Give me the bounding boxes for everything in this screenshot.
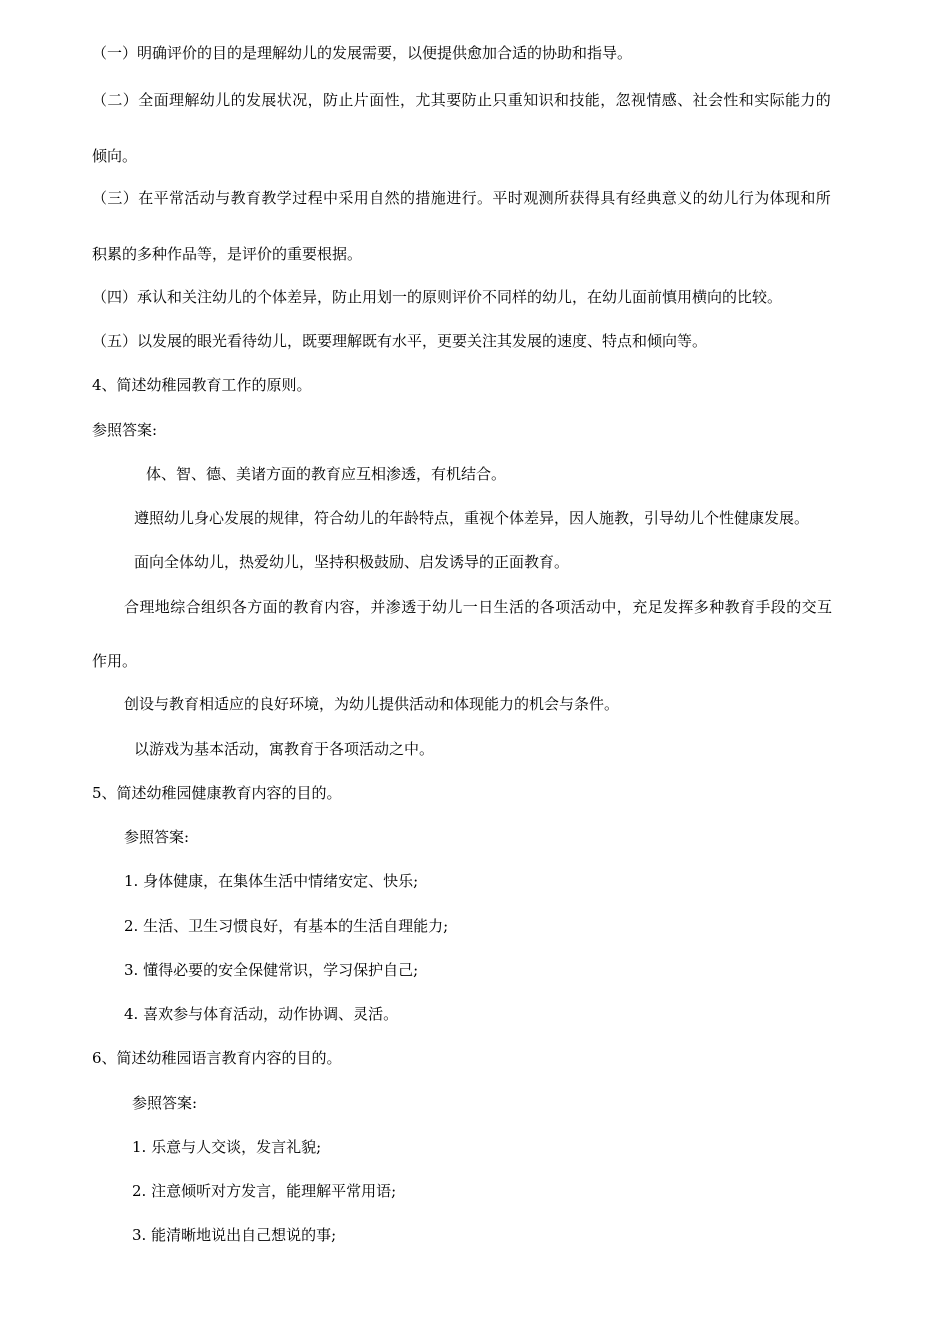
question-heading: 6、简述幼稚园语言教育内容的目的。 <box>92 1049 342 1067</box>
paragraph-line: （四）承认和关注幼儿的个体差异，防止用划一的原则评价不同样的幼儿，在幼儿面前慎用横向的比较。 <box>92 288 783 306</box>
list-item-continuation: 作用。 <box>92 652 138 670</box>
paragraph-line: （一）明确评价的目的是理解幼儿的发展需要，以便提供愈加合适的协助和指导。 <box>92 44 633 62</box>
list-item: 体、智、德、美诸方面的教育应互相渗透，有机结合。 <box>146 465 507 483</box>
list-item: 以游戏为基本活动，寓教育于各项活动之中。 <box>134 740 435 758</box>
list-item: 合理地综合组织各方面的教育内容，并渗透于幼儿一日生活的各项活动中，充足发挥多种教育手段的交互 <box>124 598 833 616</box>
numbered-item: 3. 懂得必要的安全保健常识，学习保护自己; <box>124 961 419 979</box>
paragraph-line: 积累的多种作品等，是评价的重要根据。 <box>92 245 363 263</box>
numbered-item: 1. 乐意与人交谈，发言礼貌; <box>132 1138 322 1156</box>
question-heading: 5、简述幼稚园健康教育内容的目的。 <box>92 784 342 802</box>
numbered-item: 2. 生活、卫生习惯良好，有基本的生活自理能力; <box>124 917 449 935</box>
numbered-item: 3. 能清晰地说出自己想说的事; <box>132 1226 337 1244</box>
paragraph-line: 倾向。 <box>92 147 138 165</box>
numbered-item: 2. 注意倾听对方发言，能理解平常用语; <box>132 1182 397 1200</box>
list-item: 面向全体幼儿，热爱幼儿，坚持积极鼓励、启发诱导的正面教育。 <box>134 553 570 571</box>
answer-label: 参照答案: <box>92 421 158 439</box>
paragraph-line: （三）在平常活动与教育教学过程中采用自然的措施进行。平时观测所获得具有经典意义的幼儿行为体现和所 <box>92 189 832 207</box>
paragraph-line: （二）全面理解幼儿的发展状况，防止片面性，尤其要防止只重知识和技能，忽视情感、社会性和实际能力的 <box>92 91 832 109</box>
answer-label: 参照答案: <box>124 828 190 846</box>
question-heading: 4、简述幼稚园教育工作的原则。 <box>92 376 312 394</box>
numbered-item: 1. 身体健康，在集体生活中情绪安定、快乐; <box>124 872 419 890</box>
paragraph-line: （五）以发展的眼光看待幼儿，既要理解既有水平，更要关注其发展的速度、特点和倾向等。 <box>92 332 708 350</box>
list-item: 创设与教育相适应的良好环境，为幼儿提供活动和体现能力的机会与条件。 <box>124 695 620 713</box>
answer-label: 参照答案: <box>132 1094 198 1112</box>
list-item: 遵照幼儿身心发展的规律，符合幼儿的年龄特点，重视个体差异，因人施教，引导幼儿个性健康发展。 <box>134 509 810 527</box>
numbered-item: 4. 喜欢参与体育活动，动作协调、灵活。 <box>124 1005 399 1023</box>
